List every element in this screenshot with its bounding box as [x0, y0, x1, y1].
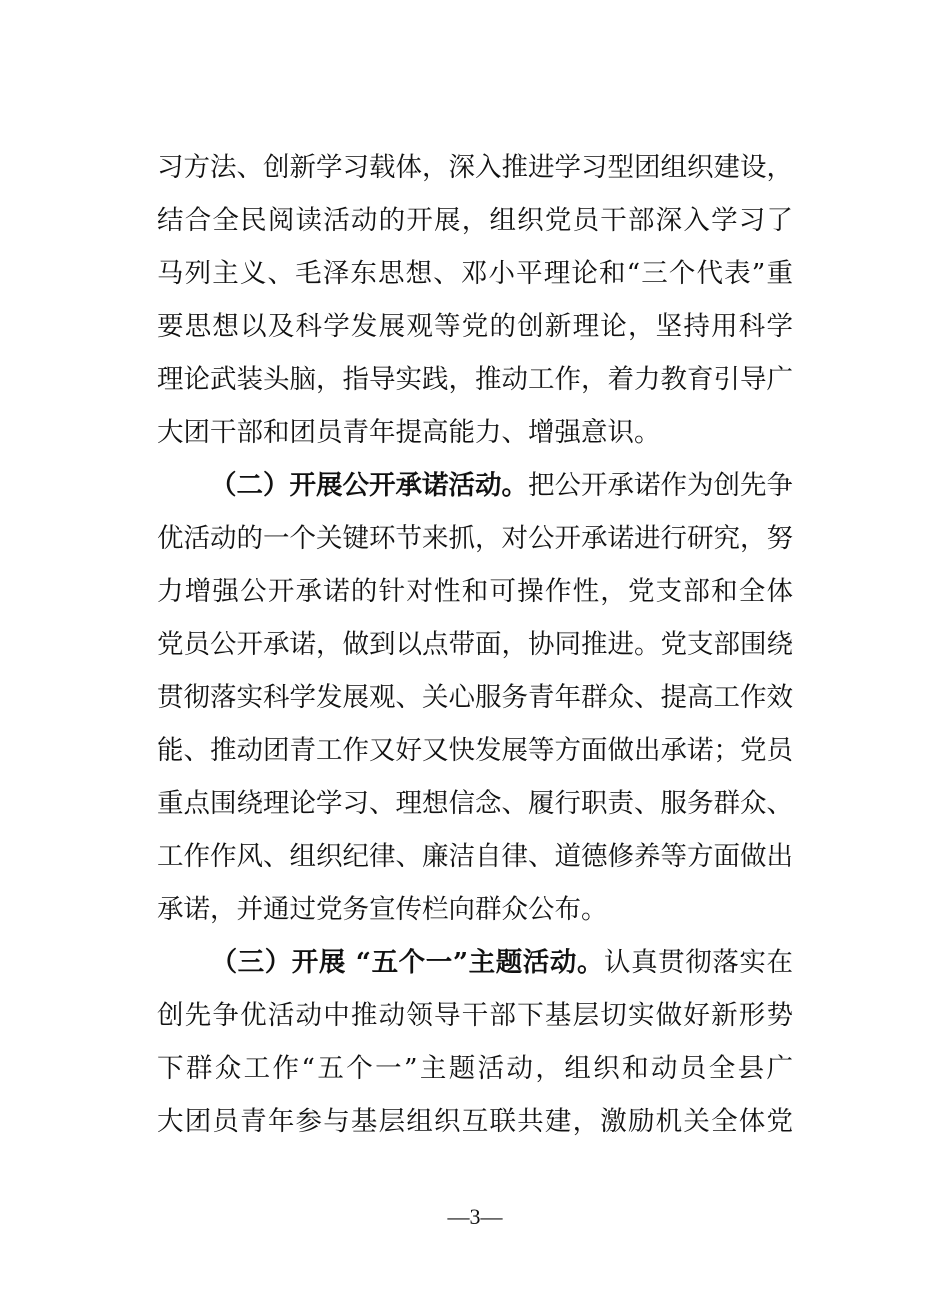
paragraph-1-line-2: 结合全民阅读活动的开展，组织党员干部深入学习了 [157, 205, 793, 236]
page-number: —3— [447, 1204, 503, 1229]
paragraph-2-heading: （二）开展公开承诺活动。 [210, 470, 528, 501]
paragraph-2-line-8: 工作作风、组织纪律、廉洁自律、道德修养等方面做出 [157, 841, 793, 872]
paragraph-1-line-4: 要思想以及科学发展观等党的创新理论，坚持用科学 [157, 311, 793, 342]
paragraph-3-first-line-text: 认真贯彻落实在 [604, 947, 793, 978]
paragraph-3-line-4: 大团员青年参与基层组织互联共建，激励机关全体党 [157, 1106, 793, 1137]
paragraph-2-line-9: 承诺，并通过党务宣传栏向群众公布。 [157, 894, 608, 925]
paragraph-1-line-6: 大团干部和团员青年提高能力、增强意识。 [157, 417, 661, 448]
paragraph-3-line-1 [157, 946, 793, 980]
paragraph-1-line-5: 理论武装头脑，指导实践，推动工作，着力教育引导广 [157, 364, 793, 395]
paragraph-2-line-1 [157, 469, 793, 503]
paragraph-2-line-6: 能、推动团青工作又好又快发展等方面做出承诺；党员 [157, 735, 793, 766]
paragraph-2-line-3: 力增强公开承诺的针对性和可操作性，党支部和全体 [157, 576, 793, 607]
paragraph-2-line-5: 贯彻落实科学发展观、关心服务青年群众、提高工作效 [157, 682, 793, 713]
paragraph-2-first-line-text: 把公开承诺作为创先争 [528, 470, 793, 501]
paragraph-1-line-1: 习方法、创新学习载体，深入推进学习型团组织建设， [157, 152, 793, 183]
paragraph-1-line-3: 马列主义、毛泽东思想、邓小平理论和“三个代表”重 [157, 258, 793, 289]
paragraph-3-line-2: 创先争优活动中推动领导干部下基层切实做好新形势 [157, 1000, 793, 1031]
paragraph-3-heading: （三）开展 “五个一”主题活动。 [210, 947, 605, 978]
paragraph-2-line-4: 党员公开承诺，做到以点带面，协同推进。党支部围绕 [157, 629, 793, 660]
paragraph-2-line-2: 优活动的一个关键环节来抓，对公开承诺进行研究，努 [157, 523, 793, 554]
paragraph-2-line-7: 重点围绕理论学习、理想信念、履行职责、服务群众、 [157, 788, 793, 819]
paragraph-3-line-3: 下群众工作“五个一”主题活动，组织和动员全县广 [157, 1053, 793, 1084]
